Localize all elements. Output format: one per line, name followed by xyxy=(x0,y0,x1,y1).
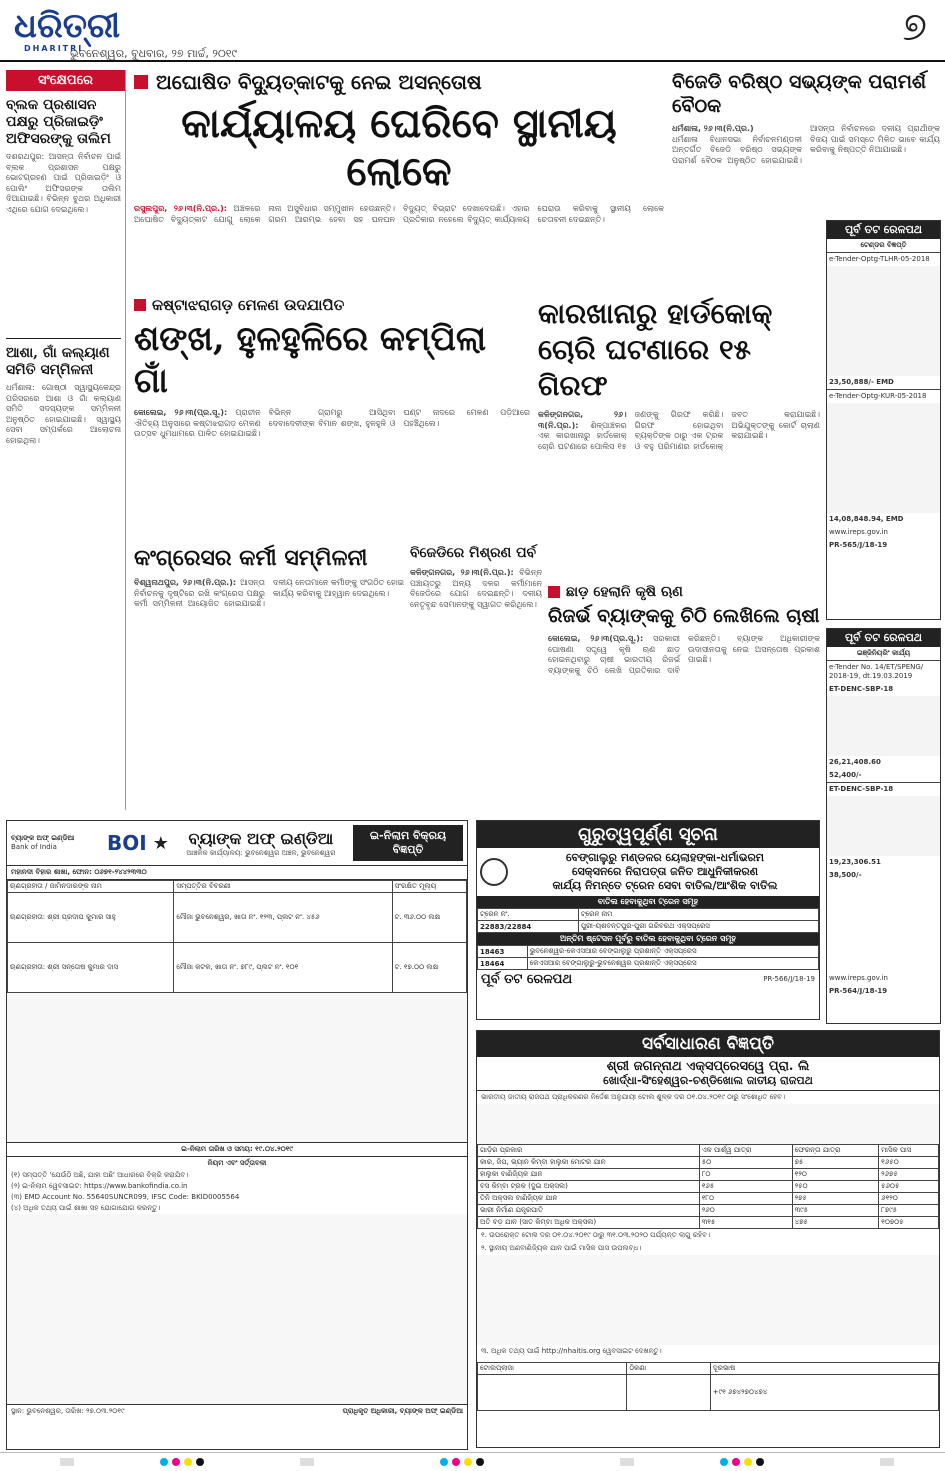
borrower-name: ଋଣଗ୍ରହୀତା: ଶ୍ରୀ ପ୍ରଦୀପ କୁମାର ସାହୁ xyxy=(8,893,174,943)
farm-loan-story xyxy=(548,584,820,814)
bjd-meeting-text: ଧର୍ମଶାଳା ବିଧାନସଭା ନିର୍ବାଚନମଣ୍ଡଳୀ ଅନ୍ତର୍ଗତ ବିଜେଡି ବରିଷ୍ଠ ସଭ୍ୟଙ୍କ ପରାମର୍ଶ ବୈଠକ ଅନୁଷ୍ଠିତ ହୋଇଯାଇଛି। ଆସନ୍ତା ନିର୍ବାଚନରେ ଦଳୀୟ ପ୍ରାର୍ଥୀଙ୍କ ବିଜୟ ପାଇଁ ସମସ୍ତେ ମିଳିତ ଭାବେ କାର୍ଯ୍ୟ କରିବାକୁ ନିଷ୍ପତ୍ତି ନିଆଯାଇଛି। xyxy=(672,124,940,165)
table-row xyxy=(478,1181,939,1193)
auction-col-price: ସଂରକ୍ଷିତ ମୂଲ୍ୟ xyxy=(392,881,466,893)
vehicle-type: ଭାରୀ ନିର୍ମାଣ ଯନ୍ତ୍ରପାତି xyxy=(478,1205,700,1217)
lead-text: ଅଞ୍ଚଳରେ ଅଘୋଷିତ ବିଦ୍ୟୁତ୍‌କାଟ ଯୋଗୁ ଲୋକେ ନାନା ଅସୁବିଧାର ସମ୍ମୁଖୀନ ହେଉଛନ୍ତି। ଗରମ ଆରମ୍ଭ ହେବା ସହ ଘନଘନ ବିଦ୍ୟୁତ୍ ବିଭ୍ରାଟ ଦେଖାଦେଉଛି। ଏହାର ପ୍ରତିକାର ନହେଲେ ବିଦ୍ୟୁତ୍ କାର୍ଯ୍ୟାଳୟ ଘେରାଉ କରିବାକୁ ସ୍ଥାନୀୟ ଲୋକେ ଚେତାବନୀ ଦେଇଛନ୍ତି। xyxy=(134,204,664,224)
black-dot-icon xyxy=(196,1458,204,1466)
bank-name-odia: ବ୍ୟାଙ୍କ ଅଫ୍ ଇଣ୍ଡିଆ xyxy=(11,834,75,842)
train-number: 22883/22884 xyxy=(478,921,579,933)
hardcoke-body xyxy=(538,410,820,600)
farm-loan-kicker: ଛାଡ଼ ହେଲାନି କୃଷି ଋଣ xyxy=(566,584,683,600)
toll-col-return: ଫେରନ୍ତା ଯାତ୍ରା xyxy=(792,1145,879,1157)
divider xyxy=(6,338,121,339)
rail-tender-1-emd: 23,50,888/- EMD xyxy=(829,378,894,386)
branch-line: ମହାନଦୀ ବିହାର ଶାଖା, ଫୋନ: ୦୬୭୧-୨୪୪୨୩୩୦ xyxy=(7,866,467,880)
bjd-meeting-dateline: ଧର୍ମଶାଳା, ୨୬।୩(ନି.ପ୍ର.) xyxy=(672,124,754,133)
toll-public-notice xyxy=(476,1030,940,1448)
farm-loan-body xyxy=(548,634,820,804)
cancelled-trains-table xyxy=(477,908,819,933)
vehicle-type: ବସ କିମ୍ବା ଟ୍ରକ (ଦୁଇ ଅକ୍ସଲ) xyxy=(478,1181,700,1193)
rail-tender-2-value-2: 19,23,306.51 xyxy=(829,858,881,866)
train-no-header: ଟ୍ରେନ ନଂ. xyxy=(478,909,579,921)
table-row xyxy=(478,1375,939,1411)
black-dot-icon xyxy=(476,1458,484,1466)
contact-col-address: ଠିକଣା xyxy=(627,1363,710,1375)
table-row xyxy=(478,946,819,958)
cyan-dot-icon xyxy=(440,1458,448,1466)
magenta-dot-icon xyxy=(172,1458,180,1466)
rail-tender-1-site[interactable]: www.ireps.gov.in xyxy=(829,528,888,536)
return-rate: ୪୭୫ xyxy=(792,1217,879,1229)
congress-story xyxy=(134,544,404,814)
single-rate: ୫୦ xyxy=(699,1157,792,1169)
bjd-merger-story xyxy=(410,544,542,814)
monthly-rate: ୨୬୭୫ xyxy=(879,1169,939,1181)
contact-col-plaza: ଟୋଲପ୍ଲାଜା xyxy=(478,1363,627,1375)
newspaper-logo: ଧରିତ୍ରୀ xyxy=(14,6,121,46)
rail-tender-2-site[interactable]: www.ireps.gov.in xyxy=(829,974,888,982)
bjd-merger-body xyxy=(410,568,542,798)
borrower-name: ଋଣଗ୍ରହୀତା: ଶ୍ରୀ ସନ୍ତୋଷ କୁମାର ଦାସ xyxy=(8,943,174,993)
magenta-dot-icon xyxy=(452,1458,460,1466)
rules-title: ନିୟମ ଏବଂ ସର୍ତ୍ତାବଳୀ xyxy=(207,1159,267,1167)
bjd-merger-dateline: କଳିଙ୍ଗନଗର, ୨୬।୩(ନି.ପ୍ର.): xyxy=(410,568,520,577)
toll-note: ୨. ସ୍ଥାନୀୟ ଅଣବାଣିଜ୍ୟିକ ଯାନ ପାଇଁ ମାସିକ ପାସ ଉପଲବ୍ଧ। xyxy=(481,1244,642,1252)
cancelled-trains-band: ବାତିଲ ହେବାକୁଥିବା ଟ୍ରେନ ସମୂହ xyxy=(477,896,819,908)
rail-notice-title: ଗୁରୁତ୍ୱପୂର୍ଣ୍ଣ ସୂଚନା xyxy=(477,821,819,848)
ad-place-date: ସ୍ଥାନ: ଭୁବନେଶ୍ୱର, ତାରିଖ: ୨୭.୦୩.୨୦୧୯ xyxy=(11,1407,125,1415)
monthly-rate: ୮୭୯୫ xyxy=(879,1205,939,1217)
bjd-merger-headline: ବିଜେଡିରେ ମିଶ୍ରଣ ପର୍ବ xyxy=(410,545,537,561)
lead-kicker: ଅଘୋଷିତ ବିଦ୍ୟୁତ୍‌କାଟକୁ ନେଇ ଅସନ୍ତୋଷ xyxy=(156,70,482,94)
contact-col-phone: ଦୂରଭାଷ xyxy=(710,1363,938,1375)
return-rate: ୨୭୫ xyxy=(792,1193,879,1205)
table-row xyxy=(478,1157,939,1169)
news-brief-column xyxy=(6,70,126,810)
rail-tender-2-conditions xyxy=(827,882,940,972)
rail-tender-2-no: e-Tender No. 14/ET/SPENG/ 2018-19, dt.19.03.2019 xyxy=(827,660,940,683)
auction-notice-title: ଇ-ନିଲାମ ବିକ୍ରୟ ବିଜ୍ଞପ୍ତି xyxy=(353,825,463,861)
rule-item: (୪) ଅଧିକ ତଥ୍ୟ ପାଇଁ ଶାଖା ସହ ଯୋଗାଯୋଗ କରନ୍ତୁ। xyxy=(11,1204,161,1212)
melan-dateline: କୋଲେଇ, ୨୬।୩(ପ୍ର.ସୂ.): xyxy=(134,408,236,417)
table-row xyxy=(478,958,819,970)
return-rate: ୭୫ xyxy=(792,1157,879,1169)
rail-tender-1-sub: ଟେଣ୍ଡର ବିଜ୍ଞପ୍ତି xyxy=(860,241,907,249)
rail-tender-1-no: e-Tender-Optg-TLHR-05-2018 xyxy=(827,252,940,266)
brief-body-1: ଦଶରଥପୁର: ଆସନ୍ତା ନିର୍ବାଚନ ପାଇଁ ବ୍ଲକ ପ୍ରଶାସନ ପକ୍ଷରୁ ଭୋଟଗ୍ରହଣ ପାଇଁ ପ୍ରିଜାଇଡ଼ିଂ ଓ ପୋଲିଂ ଅଫିସରଙ୍କ ତାଲିମ ଦିଆଯାଇଛି। ବିଭିନ୍ନ ବୁଥର ଅଧିକାରୀ ଏଥିରେ ଯୋଗ ଦେଇଥିଲେ। xyxy=(6,152,121,214)
train-name-header: ଟ୍ରେନ ନାମ xyxy=(578,909,818,921)
print-registration-strip xyxy=(0,1452,945,1471)
toll-col-monthly: ମାସିକ ପାସ xyxy=(879,1145,939,1157)
melan-headline: ଶଙ୍ଖ, ହୁଳହୁଳିରେ କମ୍ପିଲା ଗାଁ xyxy=(134,319,487,401)
rail-emblem-icon xyxy=(480,858,508,886)
table-row xyxy=(478,1169,939,1181)
rail-tender-2-emd-2: 38,500/- xyxy=(829,871,862,879)
toll-notes-fine-print xyxy=(477,1255,939,1345)
black-dot-icon xyxy=(756,1458,764,1466)
table-row xyxy=(8,943,467,993)
star-icon: ★ xyxy=(152,832,169,854)
rail-tender-1-code: PR-565/J/18-19 xyxy=(829,541,888,549)
brief-body-2: ଧର୍ମଶାଳା: ଗୋଷ୍ଠୀ ସ୍ୱାସ୍ଥ୍ୟକେନ୍ଦ୍ର ପରିସରରେ ଆଶା ଓ ଗାଁ କଲ୍ୟାଣ ସମିତି ସଦସ୍ୟଙ୍କ ସମ୍ମିଳନୀ ଅନୁଷ୍ଠିତ ହୋଇଯାଇଛି। ସ୍ୱାସ୍ଥ୍ୟ ସେବା ସମ୍ପର୍କରେ ଆଲୋଚନା ହୋଇଥିଲା। xyxy=(6,383,121,445)
rail-notice-sub1: ବେଙ୍ଗାଲୁରୁ ମଣ୍ଡଳର ୟେଲାହଙ୍କା-ଧର୍ମାଭରମ xyxy=(565,851,765,864)
section-label-brief: ସଂକ୍ଷେପରେ xyxy=(6,70,125,91)
toll-note[interactable]: ୩. ଅଧିକ ତଥ୍ୟ ପାଇଁ http://nhaitis.org ୱେବସାଇଟ ଦେଖନ୍ତୁ। xyxy=(481,1347,662,1355)
vehicle-type: କାର, ଜିପ, ଭ୍ୟାନ କିମ୍ବା ହାଲୁକା ମୋଟର ଯାନ xyxy=(478,1157,700,1169)
grey-swatch-icon xyxy=(880,1458,894,1466)
congress-body xyxy=(134,578,404,798)
yellow-dot-icon xyxy=(744,1458,752,1466)
lead-headline: କାର୍ଯ୍ୟାଳୟ ଘେରିବେ ସ୍ଥାନୀୟ ଲୋକେ xyxy=(181,100,617,195)
return-rate: ୩୯୫ xyxy=(792,1205,879,1217)
monthly-rate: ୧୦୭୦୫ xyxy=(879,1217,939,1229)
rail-tender-1-emd-2: 14,08,848.94, EMD xyxy=(829,515,904,523)
red-square-bullet xyxy=(548,586,560,598)
train-desc: ଭୁବନେଶ୍ୱର-କେଏସଆର ବେଙ୍ଗାଲୁରୁ ପ୍ରଶାନ୍ତି ଏକ୍ସପ୍ରେସ xyxy=(527,946,818,958)
address-cell xyxy=(627,1375,710,1411)
rule-item: (୩) EMD Account No. 55640SUNCR099, IFSC Code: BKID0005564 xyxy=(11,1193,240,1201)
monthly-rate: ୧୬୫୦ xyxy=(879,1157,939,1169)
table-row xyxy=(478,1217,939,1229)
melan-story xyxy=(134,296,530,536)
rail-tender-ad-2 xyxy=(826,628,941,1024)
congress-dateline: ବିଶ୍ୱନାଥପୁର, ୨୬।୩(ନି.ପ୍ର.): xyxy=(134,578,241,587)
rail-cancel-notice xyxy=(476,820,820,1020)
rail-tender-2-emd: 52,400/- xyxy=(829,771,862,779)
vehicle-type: ତିନି ଅକ୍ସଲ ବାଣିଜ୍ୟିକ ଯାନ xyxy=(478,1193,700,1205)
company-name: ଶ୍ରୀ ଜଗନ୍ନାଥ ଏକ୍ସପ୍ରେସୱେ ପ୍ରା. ଲି xyxy=(606,1059,810,1074)
rail-tender-2-details-2 xyxy=(827,796,940,856)
ad-signer: ପ୍ରାଧିକୃତ ଅଧିକାରୀ, ବ୍ୟାଙ୍କ ଅଫ୍ ଇଣ୍ଡିଆ xyxy=(342,1407,463,1415)
single-rate: ୩୧୫ xyxy=(699,1217,792,1229)
rail-tender-1-details-2 xyxy=(827,403,940,513)
rail-tender-2-details xyxy=(827,696,940,756)
hardcoke-text: ଶିଳ୍ପାଞ୍ଚଳର ଏକ କାରଖାନାରୁ ହାର୍ଡକୋକ୍ ଚୋରି ଘଟଣାରେ ପୋଲିସ ୧୫ ଜଣଙ୍କୁ ଗିରଫ କରିଛି। ଗିରଫ ହୋଇଥିବା ବ୍ୟକ୍ତିଙ୍କ ଠାରୁ ଏକ ଟ୍ରକ ଓ ବହୁ ପରିମାଣର ହାର୍ଡକୋକ୍ ଜବତ କରାଯାଇଛି। ଅଭିଯୁକ୍ତଙ୍କୁ କୋର୍ଟ ଚାଲାଣ କରାଯାଇଛି। xyxy=(538,410,820,451)
lead-dateline: ରସୁଲପୁର, ୨୬।୩(ନି.ପ୍ର.): xyxy=(134,204,234,213)
reserve-price: ଟ. ୩୬.୦୦ ଲକ୍ଷ xyxy=(392,893,466,943)
property-desc: ମୌଜା ଭୁବନେଶ୍ୱର, ଖାତା ନଂ. ୧୨୩, ପ୍ଲଟ ନଂ. ୪୫୬ xyxy=(174,893,392,943)
auction-table xyxy=(7,880,467,993)
rule-item[interactable]: (୨) ଇ-ନିଲାମ ୱେବସାଇଟ: https://www.bankofindia.co.in xyxy=(11,1182,188,1190)
toll-rate-table xyxy=(477,1144,939,1229)
vehicle-type: ହାଲୁକା ବାଣିଜ୍ୟିକ ଯାନ xyxy=(478,1169,700,1181)
auction-fine-print xyxy=(7,993,467,1143)
yellow-dot-icon xyxy=(184,1458,192,1466)
auction-col-borrower: ଋଣଗ୍ରହୀତା / ଜାମିନଦାରଙ୍କ ନାମ xyxy=(8,881,174,893)
issue-dateline: ଭୁବନେଶ୍ୱର, ବୁଧବାର, ୨୭ ମାର୍ଚ୍ଚ, ୨୦୧୯ xyxy=(70,47,238,60)
hardcoke-headline: କାରଖାନାରୁ ହାର୍ଡକୋକ୍ ଚୋରି ଘଟଣାରେ ୧୫ ଗିରଫ xyxy=(538,297,773,402)
rail-tender-1-details xyxy=(827,266,940,376)
melan-kicker: କଷ୍ଟାଝରାଗଡ଼ ମେଳଣ ଉଦଯାପିତ xyxy=(152,296,345,314)
cyan-dot-icon xyxy=(160,1458,168,1466)
bjd-meeting-headline: ବିଜେଡି ବରିଷ୍ଠ ସଭ୍ୟଙ୍କ ପରାମର୍ଶ ବୈଠକ xyxy=(672,71,927,117)
auction-col-property: ସମ୍ପତ୍ତିର ବିବରଣୀ xyxy=(174,881,392,893)
train-number: 18463 xyxy=(478,946,528,958)
single-rate: ୧୬୫ xyxy=(699,1181,792,1193)
monthly-rate: ୬୧୨୦ xyxy=(879,1193,939,1205)
page-number: ୭ xyxy=(902,4,927,50)
monthly-rate: ୫୬୦୫ xyxy=(879,1181,939,1193)
single-rate: ୨୬୦ xyxy=(699,1205,792,1217)
grey-swatch-icon xyxy=(300,1458,314,1466)
table-row xyxy=(8,893,467,943)
bank-name-english: Bank of India xyxy=(11,843,57,851)
bank-ad-title-odia: ବ୍ୟାଙ୍କ ଅଫ୍ ଇଣ୍ଡିଆ xyxy=(188,828,334,848)
auction-date: ଇ-ନିଲାମ ତାରିଖ ଓ ସମୟ: ୧୯.୦୪.୨୦୧୯ xyxy=(7,1143,467,1157)
reserve-price: ଟ. ୧୭.୦୦ ଲକ୍ଷ xyxy=(392,943,466,993)
rail-notice-code: PR-566/J/18-19 xyxy=(763,975,815,983)
rail-tender-2-value: 26,21,408.60 xyxy=(829,758,881,766)
brief-headline-2: ଆଶା, ଗାଁ କଲ୍ୟାଣ ସମିତି ସମ୍ମିଳନୀ xyxy=(6,345,110,378)
bank-office: ଆଞ୍ଚଳିକ କାର୍ଯ୍ୟାଳୟ: ଭୁବନେଶ୍ୱର ଅଞ୍ଚଳ, ଭୁବନେଶ୍ୱର xyxy=(186,848,336,857)
farm-loan-text: ସରକାରୀ ଘୋଷଣା ସତ୍ତ୍ୱେ କୃଷି ଋଣ ଛାଡ଼ ହୋଇନଥିବାରୁ ଚାଷୀ ଭାରତୀୟ ରିଜର୍ଭ ବ୍ୟାଙ୍କକୁ ଚିଠି ଲେଖି ପ୍ରତିକାର ଦାବି କରିଛନ୍ତି। ବ୍ୟାଙ୍କ ଅଧିକାରୀଙ୍କ ଉଦାସୀନତାକୁ ନେଇ ଅସନ୍ତୋଷ ପ୍ରକାଶ ପାଇଛି। xyxy=(548,634,820,675)
toll-contact-table xyxy=(477,1362,939,1411)
rail-tender-2-b: ET-DENC-SBP-18 xyxy=(827,782,940,796)
bjd-merger-text: ବିଭିନ୍ନ ପଞ୍ଚାୟତରୁ ଅନ୍ୟ ଦଳର କର୍ମୀମାନେ ବିଜେଡିରେ ଯୋଗ ଦେଇଛନ୍ତି। ଦଳୀୟ ନେତୃବୃନ୍ଦ ସେମାନଙ୍କୁ ସ୍ୱାଗତ କରିଥିଲେ। xyxy=(410,568,542,609)
table-row xyxy=(478,1205,939,1217)
logo-subtitle: DHARITRI xyxy=(24,44,84,53)
toll-col-single: ଏକ ପାର୍ଶ୍ୱ ଯାତ୍ରା xyxy=(699,1145,792,1157)
rail-tender-2-title: ପୂର୍ବ ତଟ ରେଳପଥ xyxy=(827,629,940,647)
yellow-dot-icon xyxy=(464,1458,472,1466)
congress-text: ଆସନ୍ତା ନିର୍ବାଚନକୁ ଦୃଷ୍ଟିରେ ରଖି କଂଗ୍ରେସ ପକ୍ଷରୁ କର୍ମୀ ସମ୍ମିଳନୀ ଆୟୋଜିତ ହୋଇଯାଇଛି। ଦଳୀୟ ନେତାମାନେ କର୍ମୀଙ୍କୁ ସଂଗଠିତ ହୋଇ କାର୍ଯ୍ୟ କରିବାକୁ ଆହ୍ୱାନ ଦେଇଥିଲେ। xyxy=(134,578,404,608)
train-desc: ପୁରୀ-ୟଶବନ୍ତପୁର-ପୁରୀ ଗରିବରଥ ଏକ୍ସପ୍ରେସ xyxy=(578,921,818,933)
rail-tender-2-code: PR-564/J/18-19 xyxy=(829,987,888,995)
property-desc: ମୌଜା କଟକ, ଖାତା ନଂ. ୭୮୯, ପ୍ଲଟ ନଂ. ୧୦୧ xyxy=(174,943,392,993)
hardcoke-story xyxy=(538,296,820,576)
return-rate: ୨୫୦ xyxy=(792,1181,879,1193)
train-desc: କେଏସଆର ବେଙ୍ଗାଲୁରୁ-ଭୁବନେଶ୍ୱର ପ୍ରଶାନ୍ତି ଏକ୍ସପ୍ରେସ xyxy=(527,958,818,970)
toll-col-vehicle: ଗାଡ଼ିର ପ୍ରକାର xyxy=(478,1145,700,1157)
red-square-bullet xyxy=(134,75,148,89)
table-row xyxy=(478,921,819,933)
grey-swatch-icon xyxy=(620,1458,634,1466)
melan-text: ପ୍ରାଚୀନ ଐତିହ୍ୟ ଅନୁସାରେ କଷ୍ଟାଝରାଗଡ଼ ମେଳଣ ଉତ୍ସବ ଧୁମଧାମରେ ପାଳିତ ହୋଇଯାଇଛି। ବିଭିନ୍ନ ଗ୍ରାମରୁ ଆସିଥିବା ଦେବାଦେବୀଙ୍କ ବିମାନ ଶଙ୍ଖ, ହୁଳହୁଳି ଓ ଘଣ୍ଟ ନାଦରେ ମେଳଣ ପଡ଼ିଆରେ ପହଞ୍ଚିଥିଲେ। xyxy=(134,408,530,438)
red-square-bullet xyxy=(134,299,146,311)
phone-cell: +୯୧ ୬୭୪୨୭୦୪୭୪ xyxy=(710,1375,938,1411)
hardcoke-dateline: କଳିଙ୍ଗନଗର, ୨୬।୩(ନି.ପ୍ର.): xyxy=(538,410,627,430)
rail-notice-footer: ପୂର୍ବ ତଟ ରେଳପଥ xyxy=(481,972,573,987)
grey-swatch-icon xyxy=(60,1458,74,1466)
single-rate: ୧୮୦ xyxy=(699,1193,792,1205)
train-number: 18464 xyxy=(478,958,528,970)
rail-tender-2-a: ET-DENC-SBP-18 xyxy=(829,685,894,693)
rail-tender-ad-1 xyxy=(826,220,941,620)
notice-fine-print xyxy=(477,1104,939,1144)
notice-intro: ଭାରତୀୟ ଜାତୀୟ ରାଜପଥ ପ୍ରାଧିକରଣର ନିର୍ଦ୍ଦେଶ ଅନୁଯାୟୀ ଟୋଲ ଶୁଳ୍କ ଦର ୦୧.୦୪.୨୦୧୯ ଠାରୁ ସଂଶୋଧିତ ହେବ। xyxy=(481,1093,786,1101)
rail-notice-sub3: କାର୍ଯ୍ୟ ନିମନ୍ତେ ଟ୍ରେନ ସେବା ବାତିଲ/ଆଂଶିକ ବାତିଲ xyxy=(552,879,778,892)
cyan-dot-icon xyxy=(720,1458,728,1466)
short-terminated-table xyxy=(477,945,819,970)
bank-logo: BOI xyxy=(107,831,147,855)
rail-tender-1-title: ପୂର୍ବ ତଟ ରେଳପଥ xyxy=(827,221,940,239)
magenta-dot-icon xyxy=(732,1458,740,1466)
rules-fine-print xyxy=(7,1214,467,1404)
rail-tender-1-no-2: e-Tender-Optg-KUR-05-2018 xyxy=(827,389,940,403)
return-rate: ୧୨୦ xyxy=(792,1169,879,1181)
brief-headline-1: ବ୍ଲକ ପ୍ରଶାସନ ପକ୍ଷରୁ ପ୍ରିଜାଇଡ଼ିଂ ଅଫିସରଙ୍କୁ ତାଲିମ xyxy=(6,97,111,147)
congress-headline: କଂଗ୍ରେସର କର୍ମୀ ସମ୍ମିଳନୀ xyxy=(134,545,368,571)
masthead xyxy=(0,0,945,62)
vehicle-type: ଅତି ବଡ଼ ଯାନ (ସାତ କିମ୍ବା ଅଧିକ ଅକ୍ସଲ) xyxy=(478,1217,700,1229)
public-notice-title: ସର୍ବସାଧାରଣ ବିଜ୍ଞପ୍ତି xyxy=(477,1031,939,1057)
table-row xyxy=(478,1193,939,1205)
short-terminated-band: ଅନ୍ତିମ ଷ୍ଟେସନ ପୂର୍ବରୁ ବାତିଲ ହେବାକୁଥିବା ଟ୍ରେନ ସମୂହ xyxy=(477,933,819,945)
farm-loan-dateline: କୋଲେଇ, ୨୬।୩(ପ୍ର.ସୂ.): xyxy=(548,634,654,643)
rail-tender-2-sub: ଇଞ୍ଜିନିୟରିଂ କାର୍ଯ୍ୟ xyxy=(856,649,911,657)
rail-notice-sub2: ସେକ୍ସନରେ ନିରାପତ୍ତା ଜନିତ ଆଧୁନିକୀକରଣ xyxy=(571,865,759,878)
toll-note: ୧. ଉପରୋକ୍ତ ଟୋଲ ଦର ୦୧.୦୪.୨୦୧୯ ଠାରୁ ୩୧.୦୩.୨୦୨୦ ପର୍ଯ୍ୟନ୍ତ ଲାଗୁ ରହିବ। xyxy=(481,1231,710,1239)
highway-route: ଖୋର୍ଦ୍ଧା-ସିଂହେଶ୍ୱର-ଚଣ୍ଡିଖୋଲ ଜାତୀୟ ରାଜପଥ xyxy=(477,1074,939,1091)
plaza-cell xyxy=(478,1375,627,1411)
bank-auction-ad xyxy=(6,820,468,1450)
lead-story xyxy=(134,70,664,290)
rule-item: (୧) ସମ୍ପତ୍ତି 'ଯେଉଁଠି ଅଛି, ଯାହା ଅଛି' ଆଧାରରେ ବିକ୍ରି କରାଯିବ। xyxy=(11,1171,189,1179)
farm-loan-headline: ରିଜର୍ଭ ବ୍ୟାଙ୍କକୁ ଚିଠି ଲେଖିଲେ ଚାଷୀ xyxy=(548,605,820,627)
single-rate: ୮୦ xyxy=(699,1169,792,1181)
